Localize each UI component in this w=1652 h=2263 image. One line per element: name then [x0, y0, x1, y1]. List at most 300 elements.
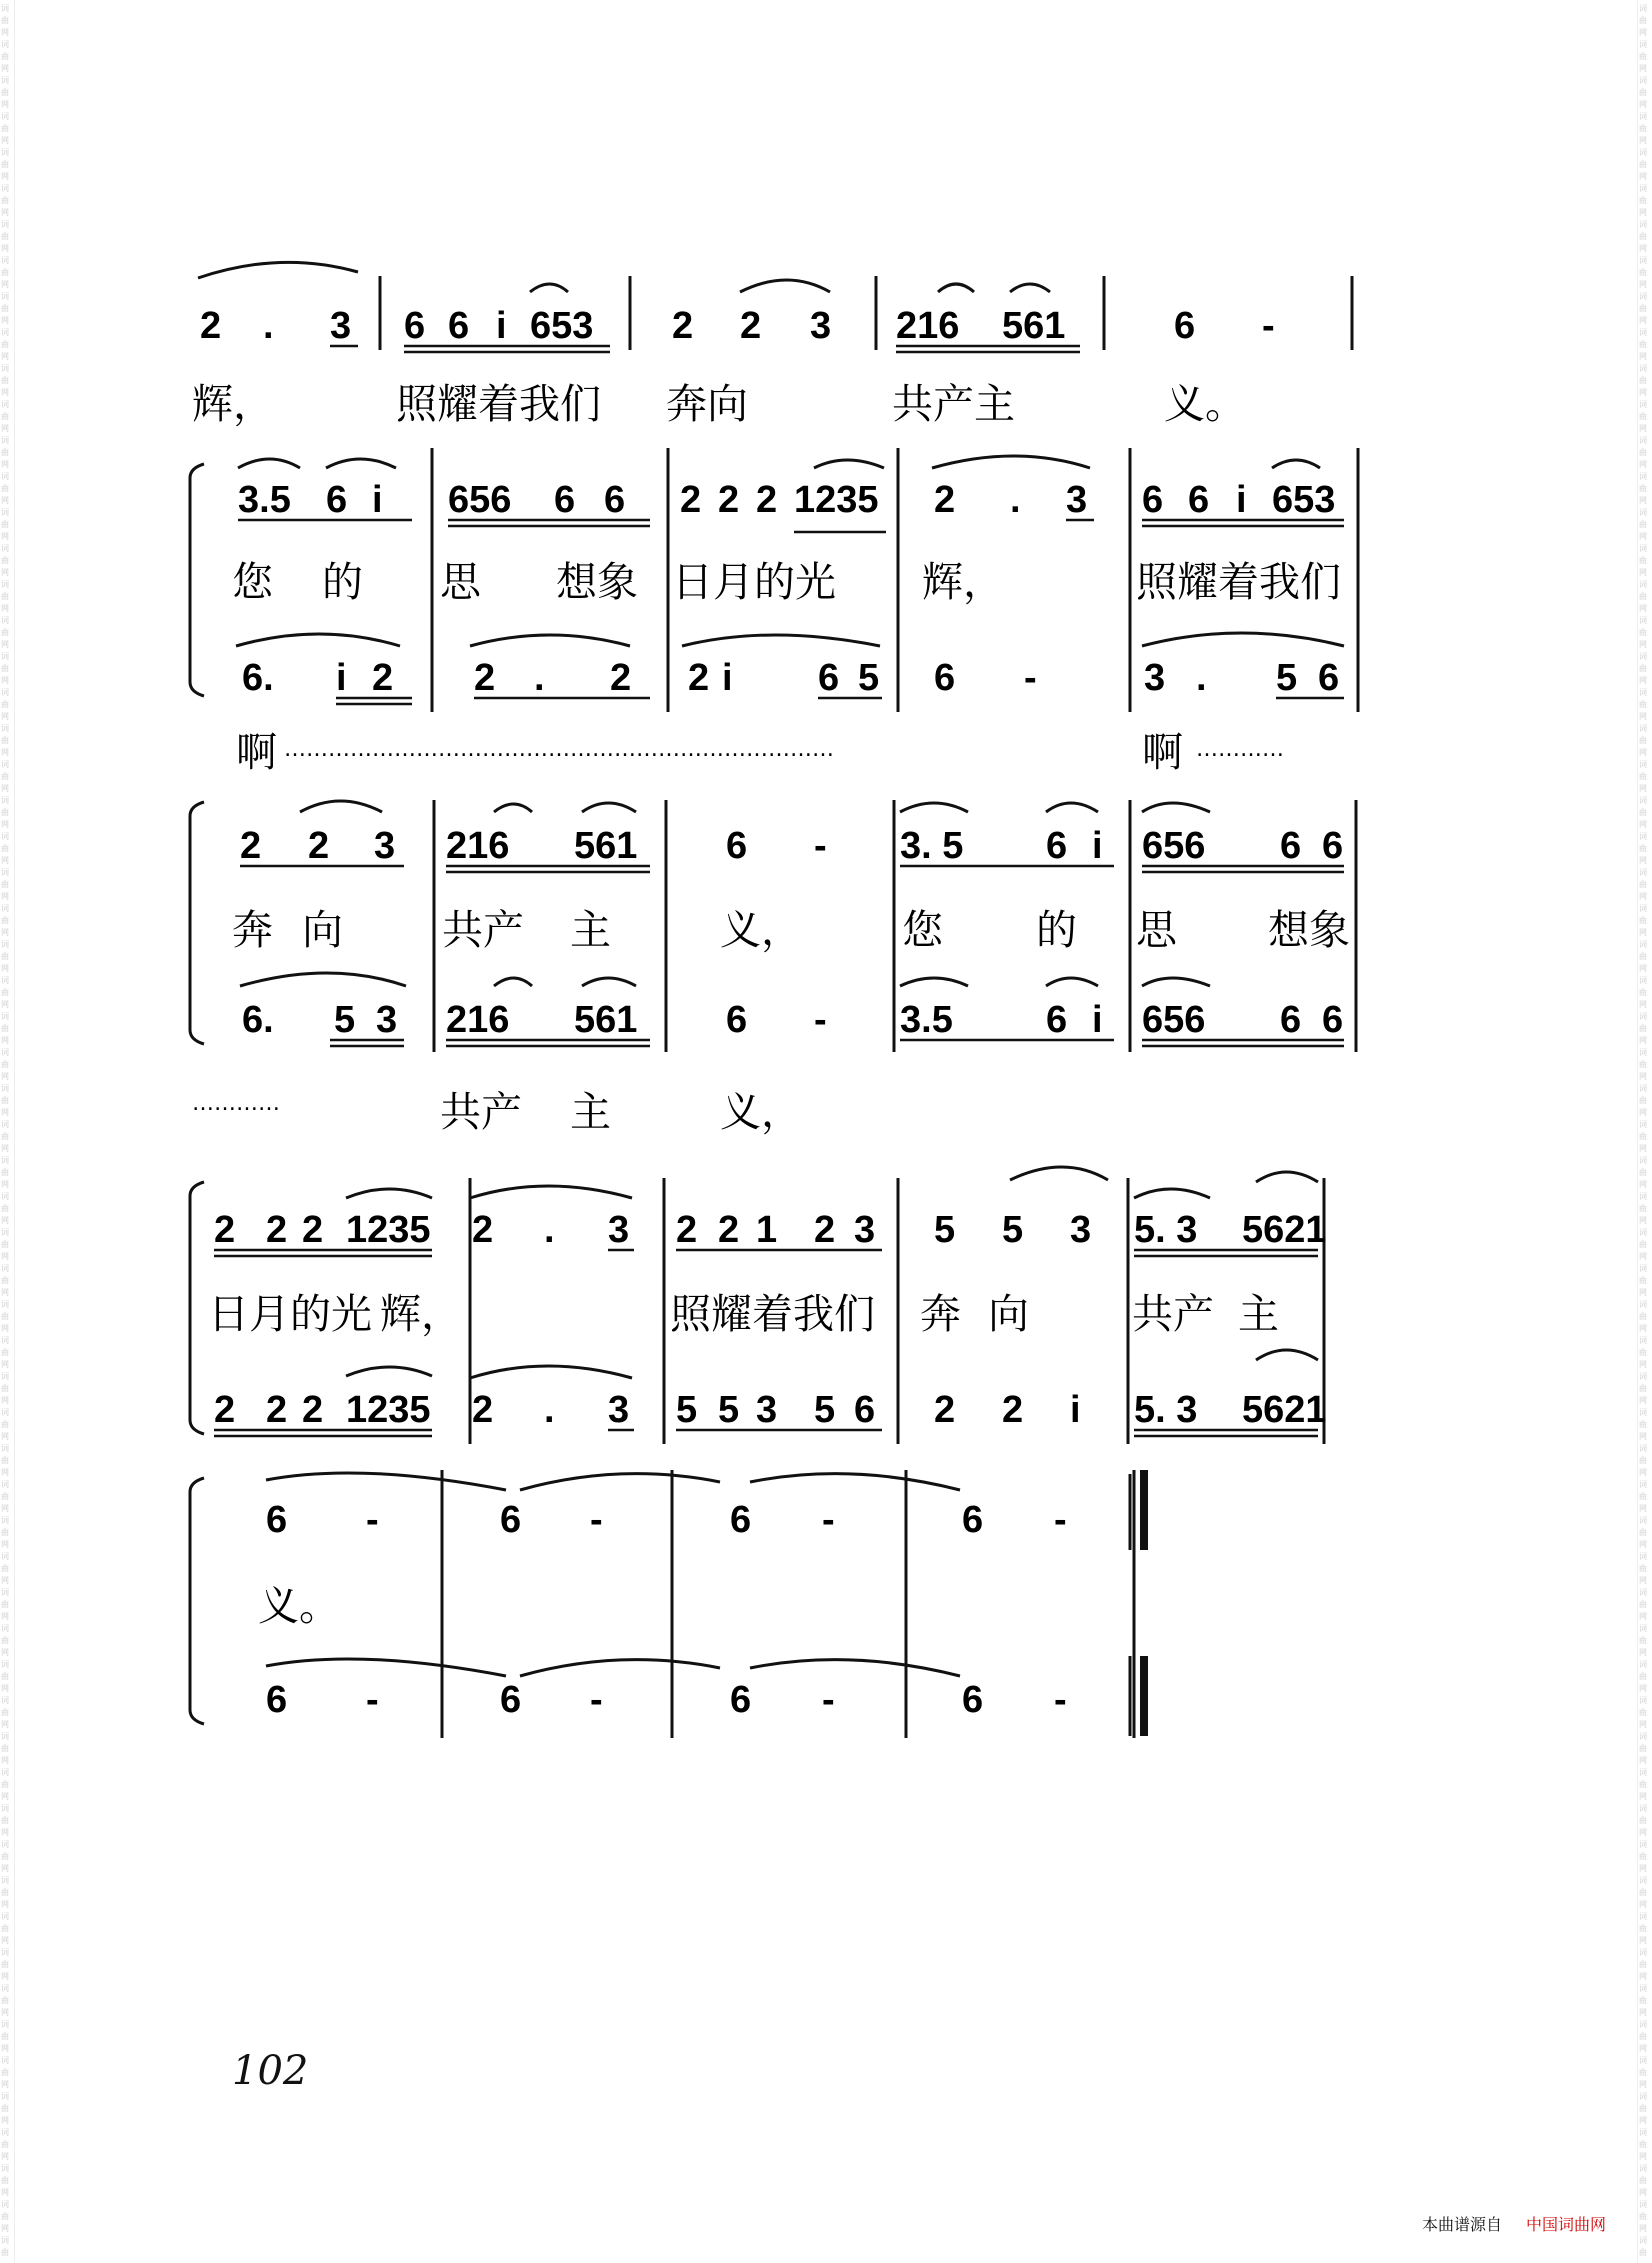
margin-glyph: 曲: [1639, 1852, 1647, 1861]
margin-glyph: 网: [1, 2116, 9, 2125]
margin-glyph: 词: [1639, 796, 1647, 805]
note: 2: [688, 657, 710, 699]
margin-glyph: 曲: [1, 1060, 9, 1069]
margin-glyph: 网: [1639, 1396, 1647, 1405]
margin-glyph: 网: [1639, 748, 1647, 757]
note: 6: [818, 657, 840, 699]
note: 2: [302, 1389, 324, 1431]
lyric: 共产: [1132, 1290, 1214, 1338]
margin-glyph: 词: [1, 2056, 9, 2065]
lyric: 义。: [1164, 380, 1246, 428]
lyric: 主: [1238, 1290, 1279, 1338]
margin-glyph: 词: [1639, 1552, 1647, 1561]
margin-glyph: 词: [1639, 652, 1647, 661]
margin-glyph: 曲: [1639, 340, 1647, 349]
system-5: [190, 1470, 1148, 1738]
margin-glyph: 词: [1639, 4, 1647, 13]
note: 1: [756, 1209, 778, 1251]
note: 6: [1174, 305, 1196, 347]
margin-glyph: 网: [1, 1144, 9, 1153]
margin-glyph: 词: [1639, 148, 1647, 157]
margin-glyph: 网: [1639, 1288, 1647, 1297]
margin-glyph: 词: [1639, 724, 1647, 733]
system-3: [190, 800, 1356, 1136]
margin-glyph: 词: [1, 2164, 9, 2173]
margin-glyph: 网: [1639, 316, 1647, 325]
margin-glyph: 曲: [1639, 232, 1647, 241]
note: 6: [1280, 825, 1302, 867]
margin-glyph: 网: [1639, 820, 1647, 829]
margin-glyph: 网: [1639, 424, 1647, 433]
margin-glyph: 曲: [1, 1132, 9, 1141]
note: 2: [302, 1209, 324, 1251]
note: 653: [530, 305, 594, 347]
margin-glyph: 曲: [1639, 1312, 1647, 1321]
margin-glyph: 曲: [1, 1096, 9, 1105]
margin-glyph: 曲: [1, 52, 9, 61]
margin-glyph: 词: [1, 508, 9, 517]
margin-glyph: 曲: [1639, 1456, 1647, 1465]
margin-glyph: 曲: [1639, 772, 1647, 781]
margin-glyph: 词: [1639, 940, 1647, 949]
margin-glyph: 曲: [1639, 1096, 1647, 1105]
margin-glyph: 曲: [1, 1600, 9, 1609]
margin-glyph: 网: [1639, 1000, 1647, 1009]
margin-glyph: 网: [1639, 1936, 1647, 1945]
note: 3: [330, 305, 352, 347]
margin-glyph: 词: [1, 4, 9, 13]
margin-glyph: 词: [1639, 2164, 1647, 2173]
margin-glyph: 词: [1639, 1912, 1647, 1921]
margin-glyph: 曲: [1, 2032, 9, 2041]
lyric: 您: [232, 558, 273, 606]
note: 3: [854, 1209, 876, 1251]
margin-glyph: 词: [1, 328, 9, 337]
margin-glyph: 词: [1, 148, 9, 157]
margin-glyph: 网: [1, 928, 9, 937]
margin-glyph: 词: [1, 1948, 9, 1957]
margin-glyph: 曲: [1, 1672, 9, 1681]
margin-glyph: 词: [1639, 1228, 1647, 1237]
note: 5: [934, 1209, 956, 1251]
margin-glyph: 曲: [1639, 160, 1647, 169]
margin-glyph: 曲: [1, 556, 9, 565]
margin-glyph: 网: [1639, 1432, 1647, 1441]
margin-glyph: 词: [1639, 2020, 1647, 2029]
note: 6: [934, 657, 956, 699]
margin-glyph: 曲: [1, 1492, 9, 1501]
margin-glyph: 网: [1, 1936, 9, 1945]
margin-glyph: 词: [1, 1444, 9, 1453]
margin-glyph: 曲: [1639, 1348, 1647, 1357]
margin-glyph: 网: [1, 748, 9, 757]
margin-glyph: 网: [1639, 1504, 1647, 1513]
margin-glyph: 曲: [1, 1276, 9, 1285]
margin-glyph: 词: [1, 2020, 9, 2029]
margin-glyph: 词: [1, 1984, 9, 1993]
note: 3: [376, 999, 398, 1041]
margin-glyph: 词: [1639, 1156, 1647, 1165]
margin-glyph: 网: [1, 1504, 9, 1513]
margin-glyph: 网: [1, 2080, 9, 2089]
margin-glyph: 曲: [1639, 844, 1647, 853]
margin-glyph: 词: [1639, 1120, 1647, 1129]
note: 5: [858, 657, 880, 699]
margin-glyph: 曲: [1639, 916, 1647, 925]
note: 5. 3: [1134, 1389, 1198, 1431]
margin-glyph: 网: [1, 316, 9, 325]
note: 5. 3: [1134, 1209, 1198, 1251]
margin-glyph: 网: [1639, 64, 1647, 73]
lyric: 日月的光: [208, 1290, 372, 1338]
margin-glyph: 网: [1639, 712, 1647, 721]
margin-glyph: 网: [1, 1972, 9, 1981]
margin-glyph: 曲: [1639, 1924, 1647, 1933]
margin-glyph: 网: [1639, 2188, 1647, 2197]
margin-glyph: 网: [1639, 568, 1647, 577]
margin-glyph: 曲: [1, 412, 9, 421]
margin-glyph: 网: [1, 2188, 9, 2197]
margin-glyph: 词: [1639, 508, 1647, 517]
margin-glyph: 曲: [1639, 700, 1647, 709]
margin-glyph: 网: [1, 1576, 9, 1585]
margin-glyph: 曲: [1639, 1492, 1647, 1501]
note: 1235: [346, 1209, 431, 1251]
note: 6: [554, 479, 576, 521]
margin-glyph: 网: [1, 280, 9, 289]
margin-glyph: 网: [1, 1468, 9, 1477]
note: 2: [214, 1389, 236, 1431]
margin-glyph: 网: [1639, 1720, 1647, 1729]
margin-glyph: 网: [1, 136, 9, 145]
note: 216: [446, 825, 510, 867]
margin-glyph: 曲: [1, 628, 9, 637]
note: 6: [962, 1679, 984, 1721]
margin-glyph: 词: [1, 364, 9, 373]
margin-glyph: 曲: [1, 1420, 9, 1429]
note: 656: [1142, 999, 1206, 1041]
margin-glyph: 曲: [1639, 1528, 1647, 1537]
margin-glyph: 网: [1, 820, 9, 829]
margin-glyph: 词: [1, 1588, 9, 1597]
note: -: [822, 1499, 835, 1541]
note: 2: [266, 1389, 288, 1431]
margin-glyph: 曲: [1, 2104, 9, 2113]
margin-glyph: 词: [1639, 1408, 1647, 1417]
margin-glyph: 词: [1639, 1480, 1647, 1489]
margin-glyph: 网: [1, 1684, 9, 1693]
margin-glyph: 词: [1639, 292, 1647, 301]
margin-glyph: 曲: [1639, 880, 1647, 889]
margin-glyph: 曲: [1, 2140, 9, 2149]
margin-glyph: 曲: [1, 1240, 9, 1249]
margin-glyph: 曲: [1, 880, 9, 889]
margin-glyph: 网: [1, 856, 9, 865]
margin-glyph: 网: [1639, 1072, 1647, 1081]
note: 2: [740, 305, 762, 347]
lyric: 照耀着我们: [670, 1290, 875, 1338]
margin-glyph: 网: [1639, 640, 1647, 649]
margin-glyph: 词: [1, 40, 9, 49]
margin-glyph: 网: [1639, 532, 1647, 541]
margin-glyph: 词: [1639, 2128, 1647, 2137]
note: 5: [676, 1389, 698, 1431]
margin-glyph: 曲: [1, 340, 9, 349]
margin-glyph: 网: [1639, 172, 1647, 181]
margin-glyph: 曲: [1, 916, 9, 925]
margin-glyph: 网: [1, 28, 9, 37]
note: 6.: [242, 657, 274, 699]
margin-glyph: 词: [1639, 688, 1647, 697]
lyric: 奔: [920, 1290, 961, 1338]
note: 6: [500, 1679, 522, 1721]
note: 3.5: [900, 999, 953, 1041]
margin-glyph: 词: [1639, 1300, 1647, 1309]
margin-glyph: 网: [1639, 604, 1647, 613]
margin-glyph: 网: [1, 244, 9, 253]
margin-glyph: 网: [1639, 2116, 1647, 2125]
note: 6: [500, 1499, 522, 1541]
margin-glyph: 词: [1639, 1192, 1647, 1201]
page-number: 102: [232, 2048, 309, 2094]
margin-glyph: 网: [1639, 100, 1647, 109]
note: 3: [1144, 657, 1166, 699]
lyric: …………: [192, 1091, 280, 1116]
margin-glyph: 网: [1, 1216, 9, 1225]
margin-glyph: 网: [1, 676, 9, 685]
margin-glyph: 曲: [1639, 1816, 1647, 1825]
margin-glyph: 曲: [1, 520, 9, 529]
margin-glyph: 网: [1, 208, 9, 217]
margin-glyph: 曲: [1, 196, 9, 205]
lyric: 辉，: [192, 380, 274, 428]
margin-glyph: 词: [1, 1696, 9, 1705]
lyric: 向: [302, 906, 343, 954]
note: 656: [448, 479, 512, 521]
margin-glyph: 词: [1639, 112, 1647, 121]
margin-glyph: 网: [1, 1072, 9, 1081]
margin-glyph: 词: [1, 2200, 9, 2209]
margin-glyph: 曲: [1, 664, 9, 673]
margin-glyph: 网: [1639, 2224, 1647, 2233]
lyric: 日月的光: [672, 558, 836, 606]
lyric: 啊: [1142, 728, 1183, 776]
margin-glyph: 词: [1, 2128, 9, 2137]
margin-glyph: 曲: [1639, 412, 1647, 421]
note: -: [1054, 1679, 1067, 1721]
margin-glyph: 词: [1639, 2236, 1647, 2245]
margin-glyph: 词: [1, 1624, 9, 1633]
margin-glyph: 词: [1, 580, 9, 589]
margin-glyph: 曲: [1, 448, 9, 457]
margin-glyph: 曲: [1639, 1024, 1647, 1033]
margin-glyph: 曲: [1639, 2104, 1647, 2113]
margin-glyph: 网: [1, 2152, 9, 2161]
note: i: [1236, 479, 1247, 521]
margin-glyph: 曲: [1, 88, 9, 97]
note: -: [590, 1499, 603, 1541]
margin-glyph: 网: [1639, 1468, 1647, 1477]
note: i: [722, 657, 733, 699]
source-site-link[interactable]: 中国词曲网: [1526, 2215, 1607, 2234]
note: 6: [604, 479, 626, 521]
margin-glyph: 曲: [1639, 520, 1647, 529]
note: 2: [266, 1209, 288, 1251]
margin-glyph: 网: [1639, 1648, 1647, 1657]
margin-glyph: 网: [1, 964, 9, 973]
margin-glyph: 网: [1, 100, 9, 109]
note: 6: [404, 305, 426, 347]
margin-glyph: 网: [1, 496, 9, 505]
margin-glyph: 词: [1, 544, 9, 553]
note: 5: [718, 1389, 740, 1431]
margin-glyph: 词: [1, 220, 9, 229]
margin-glyph: 曲: [1, 232, 9, 241]
margin-glyph: 网: [1, 712, 9, 721]
note: 3: [756, 1389, 778, 1431]
margin-glyph: 曲: [1, 1744, 9, 1753]
margin-glyph: 词: [1, 400, 9, 409]
note: 2: [474, 657, 496, 699]
source-prefix: 本曲谱源自: [1422, 2215, 1503, 2234]
margin-glyph: 词: [1, 1804, 9, 1813]
margin-glyph: 曲: [1639, 1276, 1647, 1285]
note: 3: [608, 1389, 630, 1431]
note: 6: [1046, 825, 1068, 867]
margin-glyph: 词: [1639, 2092, 1647, 2101]
note: 6: [266, 1499, 288, 1541]
note: 6: [962, 1499, 984, 1541]
margin-glyph: 词: [1639, 1588, 1647, 1597]
margin-glyph: 曲: [1639, 1060, 1647, 1069]
note: 6: [854, 1389, 876, 1431]
lyric: 思: [1136, 906, 1177, 954]
margin-glyph: 词: [1639, 472, 1647, 481]
margin-glyph: 网: [1, 2008, 9, 2017]
margin-glyph: 曲: [1639, 2032, 1647, 2041]
note: .: [534, 657, 545, 699]
note: 6: [1188, 479, 1210, 521]
margin-glyph: 词: [1639, 328, 1647, 337]
note: 5621: [1242, 1209, 1327, 1251]
note: i: [1092, 825, 1103, 867]
margin-glyph: 词: [1639, 256, 1647, 265]
note: 5: [814, 1389, 836, 1431]
margin-glyph: 网: [1639, 1756, 1647, 1765]
margin-glyph: 网: [1, 64, 9, 73]
margin-glyph: 词: [1639, 580, 1647, 589]
note: .: [1010, 479, 1021, 521]
note: 6: [730, 1499, 752, 1541]
margin-glyph: 词: [1, 1516, 9, 1525]
margin-glyph: 网: [1639, 1612, 1647, 1621]
note: 3: [810, 305, 832, 347]
margin-glyph: 词: [1639, 1948, 1647, 1957]
margin-glyph: 曲: [1, 1456, 9, 1465]
margin-glyph: 曲: [1639, 2068, 1647, 2077]
margin-glyph: 曲: [1, 988, 9, 997]
margin-glyph: 曲: [1639, 1636, 1647, 1645]
margin-glyph: 词: [1, 1012, 9, 1021]
margin-glyph: 曲: [1, 1312, 9, 1321]
note: -: [814, 999, 827, 1041]
note: 656: [1142, 825, 1206, 867]
margin-glyph: 曲: [1639, 808, 1647, 817]
margin-glyph: 网: [1, 568, 9, 577]
margin-glyph: 网: [1, 604, 9, 613]
margin-glyph: 网: [1639, 352, 1647, 361]
margin-glyph: 词: [1, 472, 9, 481]
margin-glyph: 网: [1, 2224, 9, 2233]
note: -: [814, 825, 827, 867]
lyric: 义，: [720, 906, 802, 954]
note: 2: [680, 479, 702, 521]
margin-glyph: 曲: [1, 592, 9, 601]
lyric: 辉，: [922, 558, 1004, 606]
margin-glyph: 词: [1639, 364, 1647, 373]
margin-glyph: 词: [1, 2092, 9, 2101]
margin-glyph: 网: [1639, 496, 1647, 505]
margin-glyph: 网: [1639, 1252, 1647, 1261]
note: 2: [718, 1209, 740, 1251]
margin-glyph: 曲: [1639, 1420, 1647, 1429]
margin-glyph: 词: [1, 256, 9, 265]
margin-glyph: 网: [1639, 1036, 1647, 1045]
margin-glyph: 词: [1, 1660, 9, 1669]
margin-glyph: 网: [1, 1036, 9, 1045]
lyric: 奔: [232, 906, 273, 954]
note: .: [1196, 657, 1207, 699]
margin-glyph: 曲: [1639, 1204, 1647, 1213]
margin-glyph: 网: [1, 424, 9, 433]
margin-glyph: 曲: [1639, 1708, 1647, 1717]
lyric: 奔向: [666, 380, 748, 428]
note: .: [263, 305, 274, 347]
margin-glyph: 网: [1, 1756, 9, 1765]
margin-glyph: 网: [1639, 1864, 1647, 1873]
margin-glyph: 词: [1, 436, 9, 445]
margin-glyph: 词: [1, 1552, 9, 1561]
margin-glyph: 词: [1639, 1804, 1647, 1813]
margin-glyph: 网: [1639, 2044, 1647, 2053]
note: i: [336, 657, 347, 699]
margin-glyph: 网: [1639, 208, 1647, 217]
margin-glyph: 网: [1639, 2008, 1647, 2017]
note: 6: [266, 1679, 288, 1721]
margin-glyph: 词: [1, 1264, 9, 1273]
margin-glyph: 网: [1639, 1792, 1647, 1801]
margin-glyph: 网: [1639, 1900, 1647, 1909]
margin-glyph: 词: [1, 1408, 9, 1417]
margin-glyph: 曲: [1639, 124, 1647, 133]
lyric: 照耀着我们: [1136, 558, 1341, 606]
note: 5621: [1242, 1389, 1327, 1431]
margin-glyph: 曲: [1639, 1168, 1647, 1177]
margin-glyph: 网: [1639, 28, 1647, 37]
lyric: 共产: [442, 906, 524, 954]
note: 2: [240, 825, 262, 867]
margin-glyph: 网: [1639, 244, 1647, 253]
margin-glyph: 词: [1, 976, 9, 985]
margin-glyph: 网: [1, 1720, 9, 1729]
margin-glyph: 曲: [1, 1888, 9, 1897]
margin-glyph: 词: [1, 1084, 9, 1093]
margin-glyph: 词: [1, 832, 9, 841]
margin-glyph: 词: [1639, 1660, 1647, 1669]
margin-glyph: 曲: [1, 2212, 9, 2221]
margin-glyph: 网: [1, 1612, 9, 1621]
margin-glyph: 词: [1639, 1264, 1647, 1273]
